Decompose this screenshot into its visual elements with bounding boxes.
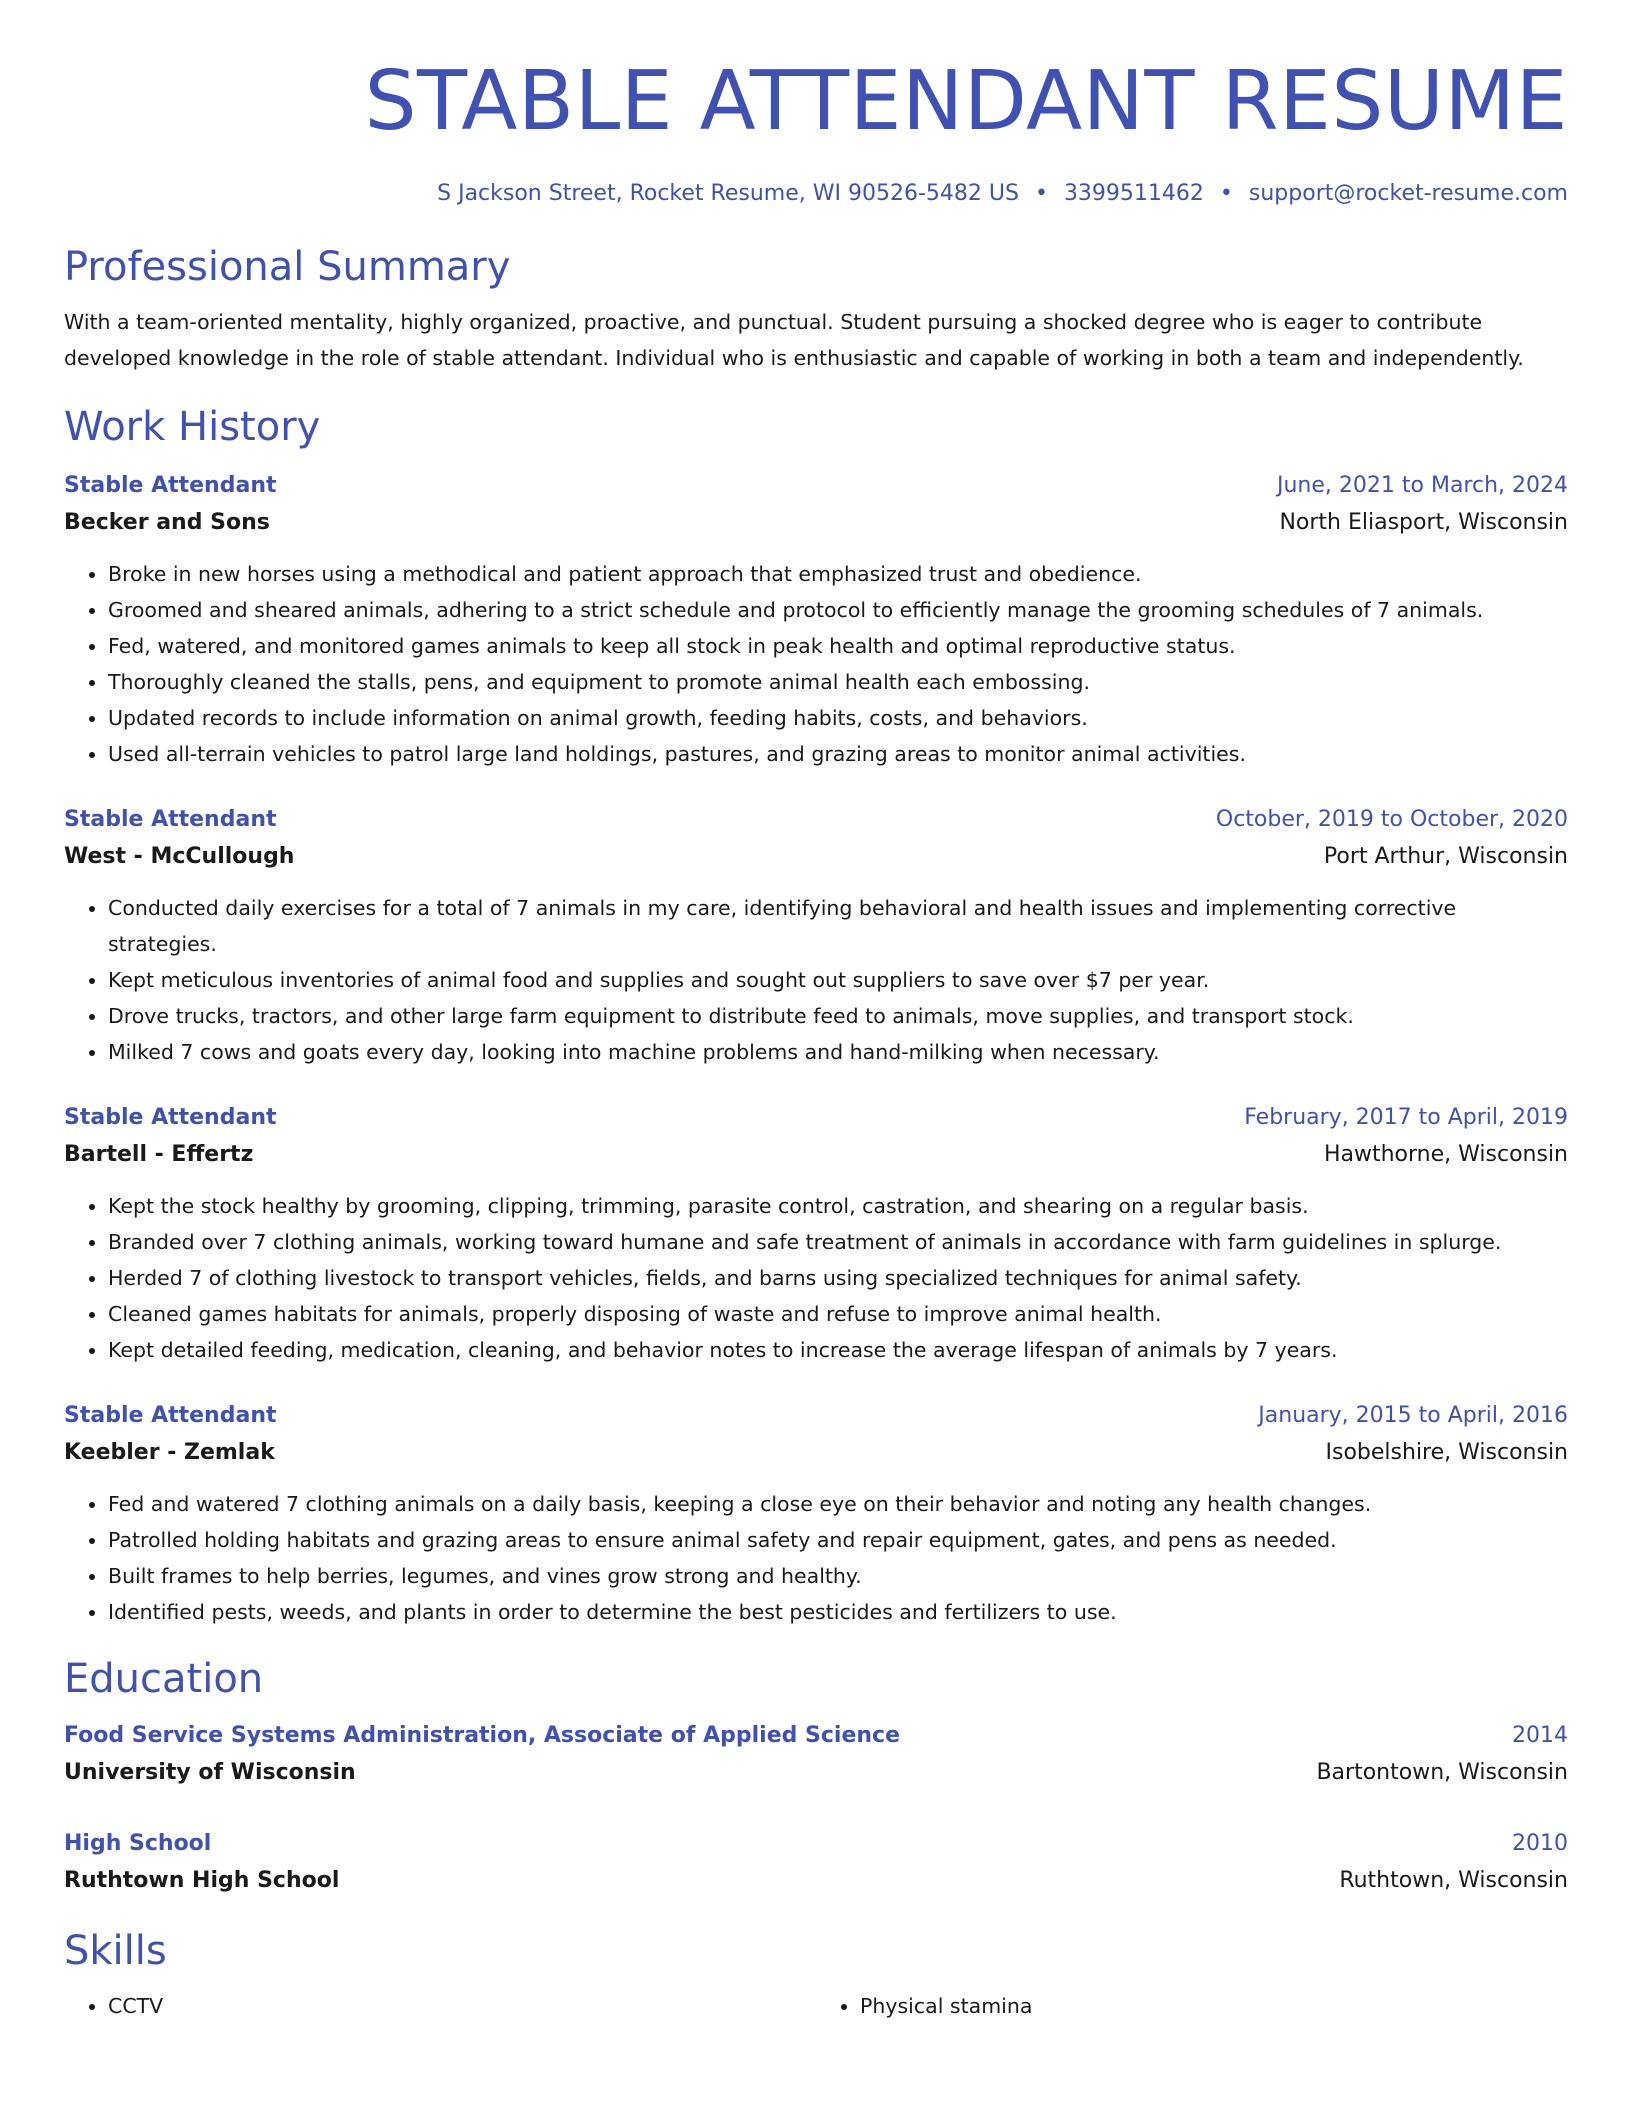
job-bullets xyxy=(64,556,1568,772)
job-company: Keebler - Zemlak xyxy=(64,1440,275,1465)
education-degree: High School xyxy=(64,1831,212,1856)
job-bullet: • Identified pests, weeds, and plants in order to determine the best pesticides and fertilizers to use. xyxy=(108,1594,1568,1630)
job-dates: June, 2021 to March, 2024 xyxy=(1277,473,1568,498)
job-dates: February, 2017 to April, 2019 xyxy=(1244,1105,1568,1130)
job-role: Stable Attendant xyxy=(64,1105,277,1130)
education-school: University of Wisconsin xyxy=(64,1760,356,1785)
work-history-heading: Work History xyxy=(64,404,321,450)
job-bullet: • Updated records to include information on animal growth, feeding habits, costs, and behaviors. xyxy=(108,700,1568,736)
job-company: Becker and Sons xyxy=(64,510,270,535)
skills-column-left xyxy=(64,1988,816,2024)
job-bullet: • Fed, watered, and monitored games animals to keep all stock in peak health and optimal reproductive status. xyxy=(108,628,1568,664)
skills-heading: Skills xyxy=(64,1928,167,1974)
job-location: North Eliasport, Wisconsin xyxy=(1279,510,1568,535)
job-bullets xyxy=(64,1486,1568,1630)
job-entry xyxy=(64,468,1568,772)
job-bullet: • Cleaned games habitats for animals, properly disposing of waste and refuse to improve animal health. xyxy=(108,1296,1568,1332)
job-entry xyxy=(64,1100,1568,1368)
job-entry xyxy=(64,1398,1568,1630)
job-company: West - McCullough xyxy=(64,844,295,869)
education-heading: Education xyxy=(64,1656,264,1702)
contact-email: support@rocket-resume.com xyxy=(1248,181,1568,206)
resume-title: STABLE ATTENDANT RESUME xyxy=(364,54,1568,149)
skills-list xyxy=(64,1988,1568,2024)
job-bullet: • Kept detailed feeding, medication, cleaning, and behavior notes to increase the average lifespan of animals by 7 years. xyxy=(108,1332,1568,1368)
education-entry xyxy=(64,1718,1568,1792)
job-dates: January, 2015 to April, 2016 xyxy=(1258,1403,1568,1428)
job-bullet: • Built frames to help berries, legumes, and vines grow strong and healthy. xyxy=(108,1558,1568,1594)
contact-separator: • xyxy=(1219,181,1233,206)
job-bullet: • Fed and watered 7 clothing animals on a daily basis, keeping a close eye on their behavior and noting any health changes. xyxy=(108,1486,1568,1522)
job-company: Bartell - Effertz xyxy=(64,1142,254,1167)
job-bullet: • Kept meticulous inventories of animal food and supplies and sought out suppliers to save over $7 per year. xyxy=(108,962,1568,998)
job-entry xyxy=(64,802,1568,1070)
education-location: Bartontown, Wisconsin xyxy=(1316,1760,1568,1785)
job-dates: October, 2019 to October, 2020 xyxy=(1215,807,1568,832)
education-degree: Food Service Systems Administration, Associate of Applied Science xyxy=(64,1723,900,1748)
job-role: Stable Attendant xyxy=(64,1403,277,1428)
contact-address: S Jackson Street, Rocket Resume, WI 90526-5482 US xyxy=(437,181,1019,206)
job-bullets xyxy=(64,890,1568,1070)
summary-heading: Professional Summary xyxy=(64,244,511,290)
job-bullet: • Drove trucks, tractors, and other large farm equipment to distribute feed to animals, move supplies, and transport stock. xyxy=(108,998,1568,1034)
job-role: Stable Attendant xyxy=(64,807,277,832)
job-bullet: • Thoroughly cleaned the stalls, pens, and equipment to promote animal health each embossing. xyxy=(108,664,1568,700)
skill-item: • Physical stamina xyxy=(860,1988,1568,2024)
job-location: Hawthorne, Wisconsin xyxy=(1323,1142,1568,1167)
education-year: 2010 xyxy=(1512,1831,1568,1856)
job-bullet: • Branded over 7 clothing animals, working toward humane and safe treatment of animals in accordance with farm guidelines in splurge. xyxy=(108,1224,1568,1260)
skills-column-right xyxy=(816,1988,1568,2024)
education-school: Ruthtown High School xyxy=(64,1868,340,1893)
job-bullet: • Groomed and sheared animals, adhering to a strict schedule and protocol to efficiently manage the grooming schedules of 7 animals. xyxy=(108,592,1568,628)
job-bullet: • Broke in new horses using a methodical and patient approach that emphasized trust and obedience. xyxy=(108,556,1568,592)
job-bullet: • Used all-terrain vehicles to patrol large land holdings, pastures, and grazing areas to monitor animal activities. xyxy=(108,736,1568,772)
job-bullet: • Conducted daily exercises for a total of 7 animals in my care, identifying behavioral and health issues and implementing corrective strategies. xyxy=(108,890,1568,962)
job-bullet: • Kept the stock healthy by grooming, clipping, trimming, parasite control, castration, and shearing on a regular basis. xyxy=(108,1188,1568,1224)
job-bullet: • Patrolled holding habitats and grazing areas to ensure animal safety and repair equipment, gates, and pens as needed. xyxy=(108,1522,1568,1558)
contact-line xyxy=(64,178,1568,210)
education-location: Ruthtown, Wisconsin xyxy=(1339,1868,1568,1893)
job-bullets xyxy=(64,1188,1568,1368)
job-role: Stable Attendant xyxy=(64,473,277,498)
job-location: Port Arthur, Wisconsin xyxy=(1323,844,1568,869)
contact-phone: 3399511462 xyxy=(1063,181,1204,206)
job-bullet: • Herded 7 of clothing livestock to transport vehicles, fields, and barns using specialized techniques for animal safety. xyxy=(108,1260,1568,1296)
job-bullet: • Milked 7 cows and goats every day, looking into machine problems and hand-milking when necessary. xyxy=(108,1034,1568,1070)
job-location: Isobelshire, Wisconsin xyxy=(1325,1440,1568,1465)
skill-item: • CCTV xyxy=(108,1988,816,2024)
education-entry xyxy=(64,1826,1568,1900)
education-year: 2014 xyxy=(1512,1723,1568,1748)
contact-separator: • xyxy=(1034,181,1048,206)
summary-text: With a team-oriented mentality, highly organized, proactive, and punctual. Student pursuing a shocked degree who is eager to contribute developed knowledge in the role of stable attendant. Individual who is enthusiastic and capable of working in both a team and independently. xyxy=(64,310,1524,370)
